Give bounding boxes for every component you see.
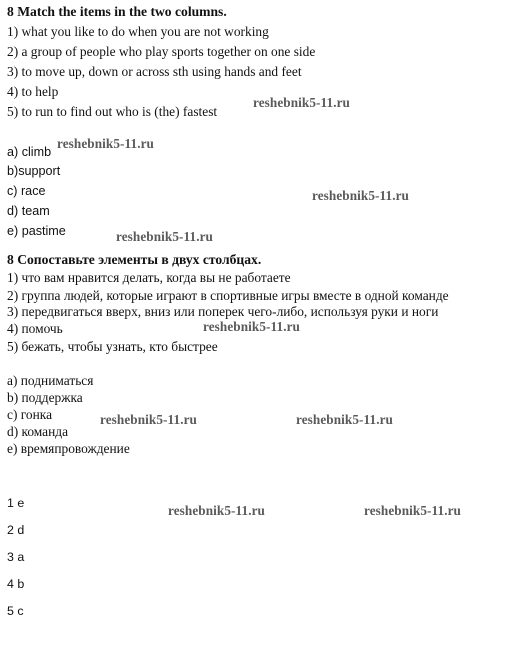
russian-word-a: a) подниматься: [7, 373, 94, 388]
russian-definition-2: 2) группа людей, которые играют в спортивные игры вместе в одной команде: [7, 288, 449, 303]
watermark: reshebnik5-11.ru: [296, 412, 393, 427]
english-definition-2: 2) a group of people who play sports together on one side: [7, 44, 316, 59]
russian-word-d: d) команда: [7, 424, 69, 439]
watermark: reshebnik5-11.ru: [312, 188, 409, 203]
watermark: reshebnik5-11.ru: [168, 503, 265, 518]
russian-exercise-title: 8 Сопоставьте элементы в двух столбцах.: [7, 252, 262, 267]
russian-word-e: e) времяпровождение: [7, 441, 130, 456]
russian-word-c: c) гонка: [7, 407, 53, 422]
english-word-e: e) pastime: [7, 224, 66, 238]
russian-definition-3: 3) передвигаться вверх, вниз или поперек чего-либо, используя руки и ноги: [7, 304, 439, 319]
watermark: reshebnik5-11.ru: [100, 412, 197, 427]
watermark: reshebnik5-11.ru: [364, 503, 461, 518]
english-word-b: b)support: [7, 164, 61, 178]
answer-5: 5 c: [7, 604, 24, 618]
russian-definition-1: 1) что вам нравится делать, когда вы не работаете: [7, 270, 291, 285]
english-word-c: c) race: [7, 184, 46, 198]
english-definition-3: 3) to move up, down or across sth using hands and feet: [7, 64, 302, 79]
english-definition-5: 5) to run to find out who is (the) fastest: [7, 104, 218, 119]
russian-definition-5: 5) бежать, чтобы узнать, кто быстрее: [7, 339, 218, 354]
answer-1: 1 e: [7, 496, 25, 510]
watermark: reshebnik5-11.ru: [57, 136, 154, 151]
english-word-d: d) team: [7, 204, 50, 218]
answer-3: 3 a: [7, 550, 25, 564]
russian-word-b: b) поддержка: [7, 390, 83, 405]
watermark: reshebnik5-11.ru: [203, 319, 300, 334]
english-word-a: a) climb: [7, 145, 52, 159]
answer-2: 2 d: [7, 523, 25, 537]
english-exercise-title: 8 Match the items in the two columns.: [7, 4, 227, 19]
watermark: reshebnik5-11.ru: [116, 229, 213, 244]
russian-definition-4: 4) помочь: [7, 321, 63, 336]
english-definition-4: 4) to help: [7, 84, 59, 99]
answer-4: 4 b: [7, 577, 25, 591]
english-definition-1: 1) what you like to do when you are not working: [7, 24, 269, 39]
watermark: reshebnik5-11.ru: [253, 95, 350, 110]
